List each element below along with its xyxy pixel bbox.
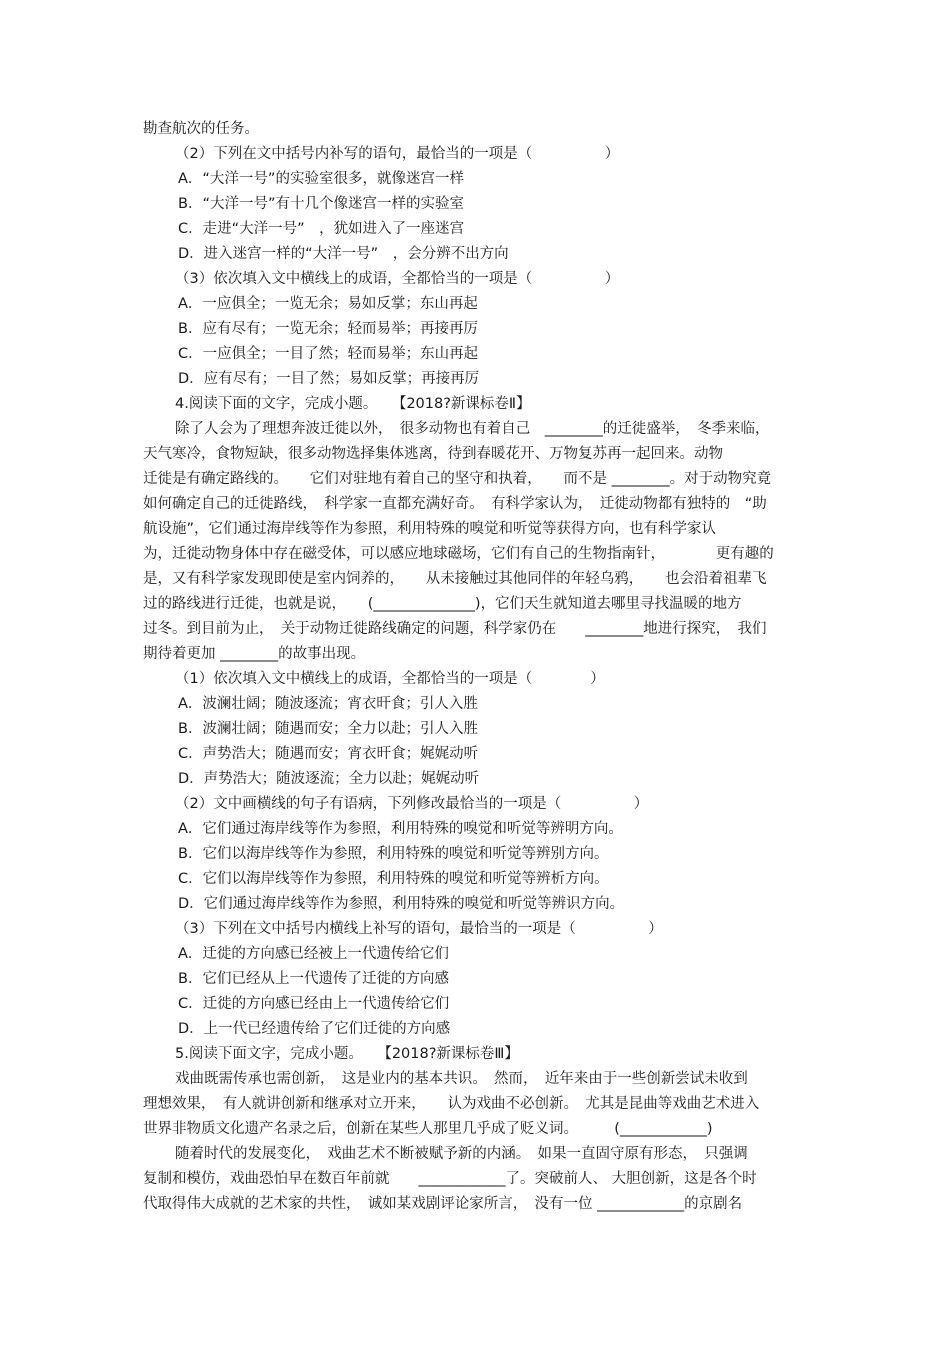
section-heading: 5.阅读下面文字，完成小题。 【2018?新课标卷Ⅲ】 [175, 1046, 519, 1062]
question-line: （2）下列在文中括号内补写的语句，最恰当的一项是（ ） [175, 146, 620, 162]
paragraph-line: 过冬。到目前为止， 关于动物迁徙路线确定的问题，科学家仍在 ________地进行探究， 我们 [143, 621, 767, 637]
paragraph-line: 勘查航次的任务。 [143, 121, 259, 137]
option-line: A．迁徙的方向感已经被上一代遗传给它们 [178, 946, 449, 962]
option-line: D．应有尽有；一目了然；易如反掌；再接再厉 [178, 371, 480, 387]
paragraph-line: 随着时代的发展变化， 戏曲艺术不断被赋予新的内涵。 如果一直固守原有形态， 只强调 [175, 1146, 748, 1162]
option-line: B．应有尽有；一览无余；轻而易举；再接再厉 [178, 321, 478, 337]
question-line: （1）依次填入文中横线上的成语，全都恰当的一项是（ ） [175, 671, 605, 687]
option-line: D．上一代已经遗传给了它们迁徙的方向感 [178, 1021, 451, 1037]
paragraph-line: 过的路线进行迁徙，也就是说， (______________)，它们天生就知道去哪里寻找温暖的地方 [143, 596, 742, 612]
option-line: B．“大洋一号”有十几个像迷宫一样的实验室 [178, 196, 464, 212]
option-line: D．声势浩大；随波逐流；全力以赴；娓娓动听 [178, 771, 480, 787]
option-line: C．它们以海岸线等作为参照，利用特殊的嗅觉和听觉等辨析方向。 [178, 871, 609, 887]
paragraph-line: 为，迁徙动物身体中存在磁受体，可以感应地球磁场，它们有自己的生物指南针， 更有趣的 [143, 546, 774, 562]
option-line: C．走进“大洋一号” ，犹如进入了一座迷宫 [178, 221, 465, 237]
paragraph-line: 期待着更加 ________的故事出现。 [143, 646, 366, 662]
paragraph-line: 复制和模仿，戏曲恐怕早在数百年前就 ____________了。突破前人、 大胆创新，这是各个时 [143, 1171, 757, 1187]
question-line: （3）依次填入文中横线上的成语，全都恰当的一项是（ ） [175, 271, 620, 287]
option-line: A．“大洋一号”的实验室很多，就像迷宫一样 [178, 171, 464, 187]
section-heading: 4.阅读下面的文字，完成小题。 【2018?新课标卷Ⅱ】 [175, 396, 531, 412]
paragraph-line: 理想效果， 有人就讲创新和继承对立开来， 认为戏曲不必创新。 尤其是昆曲等戏曲艺术进入 [143, 1096, 760, 1112]
paragraph-line: 天气寒冷，食物短缺，很多动物选择集体逃离，待到春暖花开、万物复苏再一起回来。动物 [143, 446, 723, 462]
option-line: C．一应俱全；一目了然；轻而易举；东山再起 [178, 346, 479, 362]
option-line: B．它们已经从上一代遗传了迁徙的方向感 [178, 971, 449, 987]
option-line: C．声势浩大；随遇而安；宵衣旰食；娓娓动听 [178, 746, 479, 762]
option-line: B．它们以海岸线等作为参照，利用特殊的嗅觉和听觉等辨别方向。 [178, 846, 609, 862]
option-line: A．一应俱全；一览无余；易如反掌；东山再起 [178, 296, 478, 312]
option-line: C．迁徙的方向感已经由上一代遗传给它们 [178, 996, 450, 1012]
option-line: B．波澜壮阔；随遇而安；全力以赴；引人入胜 [178, 721, 478, 737]
paragraph-line: 如何确定自己的迁徙路线， 科学家一直都充满好奇。 有科学家认为， 迁徙动物都有独特的 “助 [143, 496, 767, 512]
paragraph-line: 世界非物质文化遗产名录之后，创新在某些人那里几乎成了贬义词。 (____________) [143, 1121, 713, 1137]
paragraph-line: 代取得伟大成就的艺术家的共性， 诚如某戏剧评论家所言， 没有一位 ____________的京剧名 [143, 1196, 743, 1212]
option-line: A．波澜壮阔；随波逐流；宵衣旰食；引人入胜 [178, 696, 478, 712]
paragraph-line: 是，又有科学家发现即使是室内饲养的， 从未接触过其他同伴的年轻乌鸦， 也会沿着祖辈飞 [143, 571, 767, 587]
option-line: D．它们通过海岸线等作为参照，利用特殊的嗅觉和听觉等辨识方向。 [178, 896, 625, 912]
option-line: D．进入迷宫一样的“大洋一号” ，会分辨不出方向 [178, 246, 509, 262]
question-line: （2）文中画横线的句子有语病，下列修改最恰当的一项是（ ） [175, 796, 649, 812]
paragraph-line: 迁徙是有确定路线的。 它们对驻地有着自己的坚守和执着， 而不是 ________。对于动物究竟 [143, 471, 772, 487]
paragraph-line: 除了人会为了理想奔波迁徙以外， 很多动物也有着自己 ________的迁徙盛举， 冬季来临， [175, 421, 770, 437]
paragraph-line: 戏曲既需传承也需创新， 这是业内的基本共识。 然而， 近年来由于一些创新尝试未收到 [175, 1071, 748, 1087]
paragraph-line: 航设施”，它们通过海岸线等作为参照，利用特殊的嗅觉和听觉等获得方向，也有科学家认 [143, 521, 717, 537]
option-line: A．它们通过海岸线等作为参照，利用特殊的嗅觉和听觉等辨明方向。 [178, 821, 623, 837]
question-line: （3）下列在文中括号内横线上补写的语句，最恰当的一项是（ ） [175, 921, 663, 937]
